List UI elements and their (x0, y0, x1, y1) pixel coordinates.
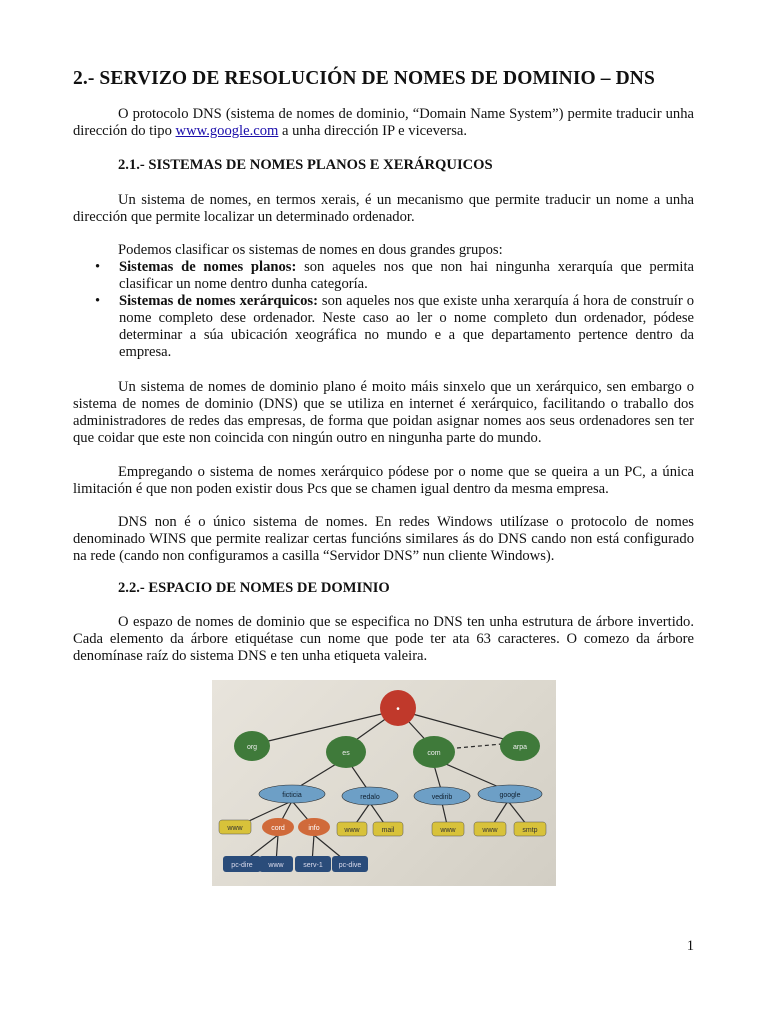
section-22-title: 2.2.- ESPACIO DE NOMES DE DOMINIO (118, 580, 390, 596)
host-label: www (227, 825, 243, 832)
host-label: mail (381, 827, 395, 834)
host-label: www (268, 862, 284, 869)
bullet-term: Sistemas de nomes planos: (119, 259, 297, 275)
intro-text: O protocolo DNS (sistema de nomes de dominio, “Domain Name System”) permite traducir unha dirección do tipo (73, 106, 694, 139)
host-label: smtp (522, 827, 538, 834)
tld-label: arpa (512, 744, 528, 751)
tld-label: es (342, 750, 350, 757)
host-label: www (344, 827, 360, 834)
host-label: serv-1 (303, 862, 323, 869)
tld-label: com (427, 750, 441, 757)
paragraph: Empregando o sistema de nomes xerárquico pódese por o nome que se queira a un PC, a única limitación é que non poden existir dous Pcs que se chamen igual dentro da mesma empresa. (73, 464, 694, 497)
dns-tree-diagram (212, 680, 556, 886)
domain-label: google (499, 792, 521, 799)
domain-label: vedirib (431, 794, 453, 801)
list-item (73, 259, 694, 293)
bullet-icon: • (95, 259, 101, 275)
section-21-p4 (73, 464, 694, 498)
page-title: 2.- SERVIZO DE RESOLUCIÓN DE NOMES DE DOMINIO – DNS (73, 68, 655, 89)
section-21-p3 (73, 379, 694, 447)
section-21-p2 (73, 242, 694, 361)
host-label: cord (271, 825, 285, 832)
section-21-p5 (73, 514, 694, 565)
intro-text-end: a unha dirección IP e viceversa. (278, 123, 468, 139)
tld-label: org (246, 744, 258, 751)
host-label: www (440, 827, 456, 834)
host-label: pc-dire (231, 862, 253, 869)
host-label: pc-dive (338, 862, 362, 869)
domain-label: redalo (360, 794, 380, 801)
host-label: www (482, 827, 498, 834)
bullet-text: son aqueles nos que existe unha xerarquía á hora de construír o nome completo dese ordenador. Neste caso ao ler o nome completo dun ordenador, pódese determinar a súa ubicación xeográfica no mundo e a que departamento pertence dentro da empresa. (119, 293, 694, 360)
host-label: info (308, 825, 320, 832)
paragraph: Un sistema de nomes de dominio plano é moito máis sinxelo que un xerárquico, sen embargo o sistema de nomes de dominio (DNS) que se utiliza en internet é xerárquico, facilitando o traballo dos administradores de redes das empresas, de forma que poidan asignar nomes aos seus ordenadores sen ter que coidar que este non coincida con ningún outro en ningunha parte do mundo. (73, 379, 694, 446)
page-number: 1 (686, 938, 694, 954)
bullet-icon: • (95, 293, 101, 309)
paragraph: O espazo de nomes de dominio que se especifica no DNS ten unha estrutura de árbore invertido. Cada elemento da árbore etiquétase cun nome que pode ter ata 63 caracteres. O comezo da árbore denomínase raíz do sistema DNS e ten unha etiqueta valeira. (73, 614, 694, 664)
section-22-p1 (73, 614, 694, 665)
paragraph: DNS non é o único sistema de nomes. En redes Windows utilízase o protocolo de nomes denominado WINS que permite realizar certas funcións similares ás do DNS cando non está configurado na rede (cando non configuramos a casilla “Servidor DNS” nun cliente Windows). (73, 514, 694, 564)
list-item (73, 293, 694, 361)
section-21-p1 (73, 192, 694, 226)
google-link[interactable]: www.google.com (175, 123, 279, 139)
dns-tree-figure (212, 680, 556, 886)
root-label: • (396, 704, 400, 715)
bullet-text: son aqueles nos que non hai ningunha xerarquía que permita clasificar un nome dentro dunha categoría. (119, 259, 694, 292)
paragraph: Podemos clasificar os sistemas de nomes en dous grandes grupos: (118, 242, 503, 258)
domain-label: ficticia (282, 792, 302, 799)
bullet-term: Sistemas de nomes xerárquicos: (119, 293, 318, 309)
bullet-list (73, 259, 694, 361)
paragraph: Un sistema de nomes, en termos xerais, é un mecanismo que permite traducir un nome a unha dirección que permite localizar un determinado ordenador. (73, 192, 694, 225)
section-21-title: 2.1.- SISTEMAS DE NOMES PLANOS E XERÁRQUICOS (118, 157, 493, 173)
intro-paragraph (73, 106, 694, 140)
